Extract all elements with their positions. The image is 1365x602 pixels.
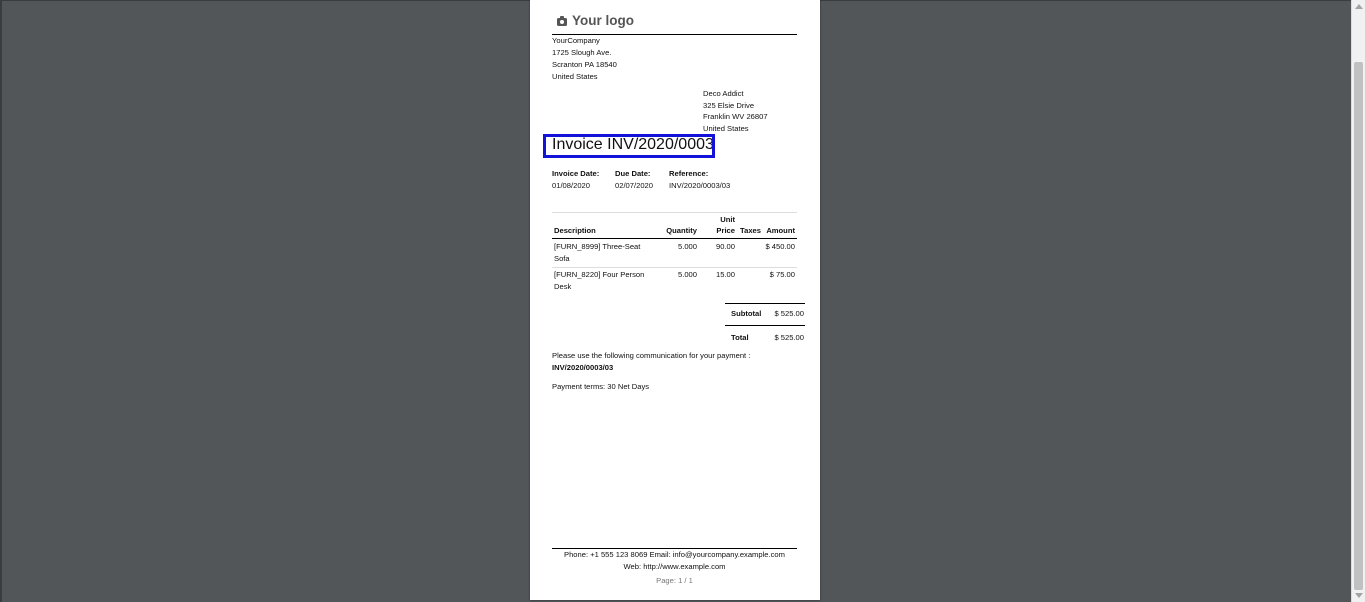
line-item-description-cont: Sofa xyxy=(554,254,570,263)
viewer-left-edge xyxy=(0,0,2,602)
total-label: Total xyxy=(731,333,749,342)
customer-country: United States xyxy=(703,124,749,133)
table-top-divider xyxy=(552,212,797,213)
col-header-taxes: Taxes xyxy=(740,226,761,235)
total-value: $ 525.00 xyxy=(774,333,804,342)
line-item-description: [FURN_8999] Three-Seat xyxy=(554,242,641,251)
company-city: Scranton PA 18540 xyxy=(552,60,617,69)
company-logo xyxy=(557,12,634,30)
line-item-description: [FURN_8220] Four Person xyxy=(554,270,645,279)
company-name: YourCompany xyxy=(552,36,600,45)
row-divider xyxy=(552,267,797,268)
col-header-unit: Unit xyxy=(720,215,735,224)
subtotal-divider xyxy=(725,303,805,304)
invoice-date-label: Invoice Date: xyxy=(552,169,600,178)
line-item-amount: $ 75.00 xyxy=(769,270,795,279)
due-date-label: Due Date: xyxy=(615,169,651,178)
company-street: 1725 Slough Ave. xyxy=(552,48,612,57)
reference-label: Reference: xyxy=(669,169,709,178)
col-header-price: Price xyxy=(716,226,735,235)
logo-text: Your logo xyxy=(572,13,634,28)
col-header-quantity: Quantity xyxy=(666,226,697,235)
line-item-quantity: 5.000 xyxy=(677,270,697,279)
invoice-title: Invoice INV/2020/0003 xyxy=(552,136,714,153)
company-country: United States xyxy=(552,72,598,81)
page-number: Page: 1 / 1 xyxy=(656,576,693,585)
reference-value: INV/2020/0003/03 xyxy=(669,181,731,190)
due-date: 02/07/2020 xyxy=(615,181,654,190)
payment-terms: Payment terms: 30 Net Days xyxy=(552,382,650,391)
scroll-down-arrow-icon[interactable] xyxy=(1355,593,1363,598)
scroll-thumb[interactable] xyxy=(1354,62,1363,590)
table-header-divider xyxy=(552,238,797,239)
payment-communication-text: Please use the following communication for your payment : xyxy=(552,351,751,360)
subtotal-value: $ 525.00 xyxy=(774,309,804,318)
payment-communication-ref: INV/2020/0003/03 xyxy=(552,363,614,372)
line-item-unit-price: 90.00 xyxy=(715,242,735,251)
customer-street: 325 Elsie Drive xyxy=(703,101,755,110)
footer-web: Web: http://www.example.com xyxy=(623,562,726,571)
line-item-description-cont: Desk xyxy=(554,282,572,291)
line-item-amount: $ 450.00 xyxy=(765,242,795,251)
invoice-date: 01/08/2020 xyxy=(552,181,591,190)
line-item-quantity: 5.000 xyxy=(677,242,697,251)
customer-name: Deco Addict xyxy=(703,89,744,98)
customer-city: Franklin WV 26807 xyxy=(703,112,768,121)
col-header-description: Description xyxy=(554,226,596,235)
total-divider xyxy=(725,325,805,326)
scroll-up-arrow-icon[interactable] xyxy=(1355,4,1363,9)
line-item-unit-price: 15.00 xyxy=(715,270,735,279)
camera-icon xyxy=(557,18,567,26)
invoice-page xyxy=(530,0,820,600)
footer-contact: Phone: +1 555 123 8069 Email: info@yourcompany.example.com xyxy=(564,550,785,559)
col-header-amount: Amount xyxy=(766,226,795,235)
title-highlight-box xyxy=(543,134,715,158)
subtotal-label: Subtotal xyxy=(731,309,762,318)
vertical-scrollbar[interactable] xyxy=(1351,0,1365,602)
